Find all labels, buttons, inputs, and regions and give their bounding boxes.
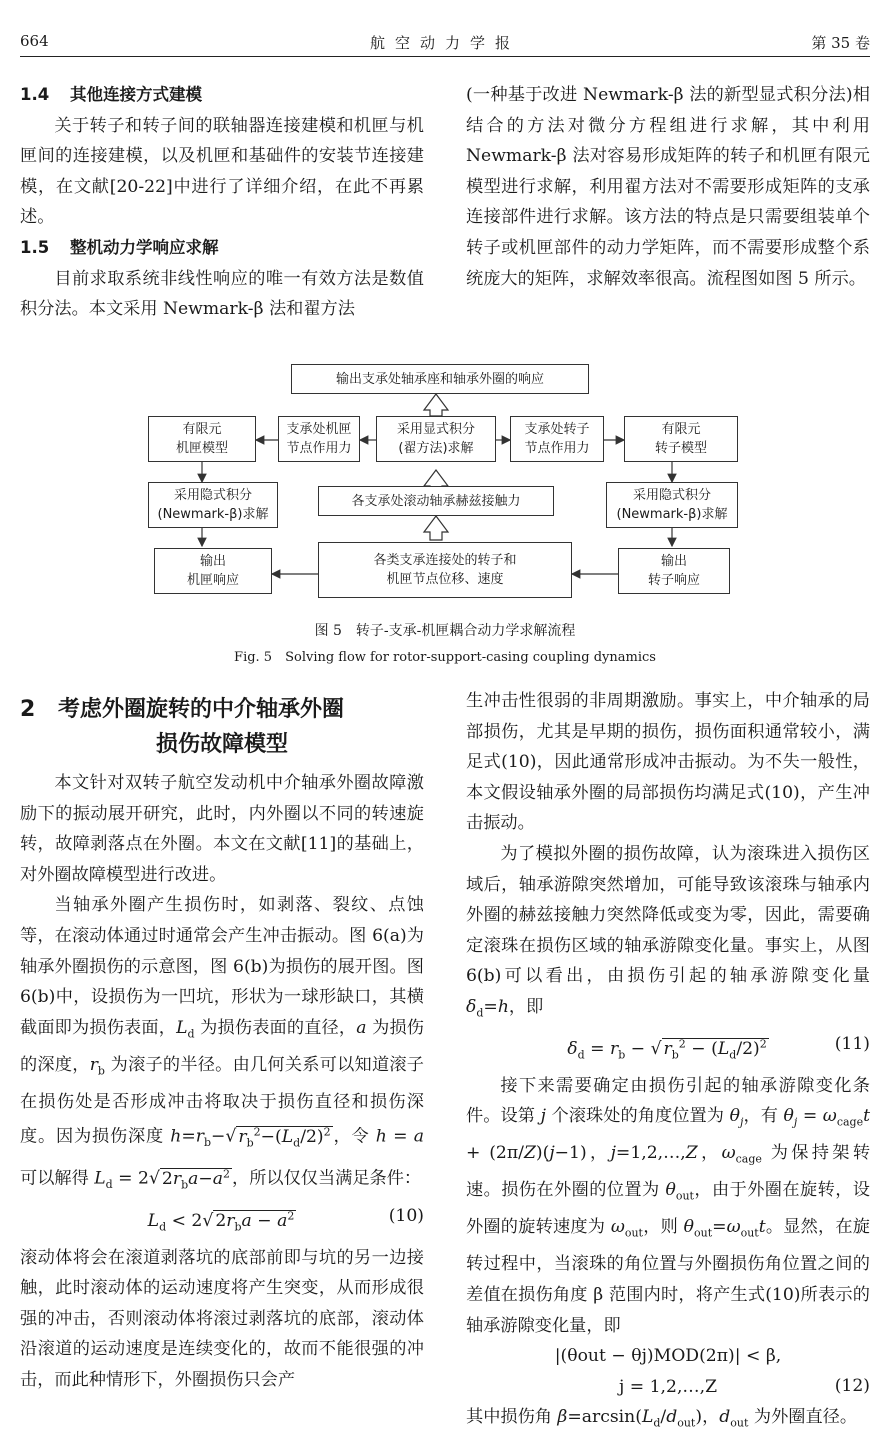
right-paragraph-4: 其中损伤角 $\beta=\arcsin(L_d/d_{out})$，$d_{out}$ 为外圈直径。: [466, 1407, 858, 1430]
right-paragraph-3: 接下来需要确定由损伤引起的轴承游隙变化条件。设第 j 个滚珠处的角度位置为 $\theta_j$，有 $\theta_j = \omega_{cage}t + (2\pi/Z)(j-1)$，j=1,2,…,Z，$\omega_{cage}$ 为保持架转速。损伤在外圈的位置为 $\theta_{out}$，由于外圈在旋转，设外圈的旋转速度为 $\omega_{out}$，则 $\theta_{out}=\omega_{out}t$。显然，在旋转过程中，当滚珠的角位置与外圈损伤角位置之间的差值在损伤角度 β 范围内时，将产生式(10)所表示的轴承游隙变化量，即: [466, 1075, 871, 1336]
box-fe-rotor: 有限元 转子模型: [624, 416, 738, 462]
section-1-5-heading: 1.5 整机动力学响应求解: [20, 237, 219, 257]
section-2-paragraph-1: 本文针对双转子航空发动机中介轴承外圈故障激励下的振动展开研究，此时，内外圈以不同的转速旋转，故障剥落点在外圈。本文在文献[11]的基础上，对外圈故障模型进行改进。: [20, 773, 424, 885]
box-output-casing: 输出 机匣响应: [154, 548, 272, 594]
section-1-5-paragraph: 目前求取系统非线性响应的唯一有效方法是数值积分法。本文采用 Newmark-β 法和翟方法: [20, 268, 424, 320]
box-rotor-force: 支承处转子 节点作用力: [510, 416, 604, 462]
right-paragraph-2: 为了模拟外圈的损伤故障，认为滚珠进入损伤区域后，轴承游隙突然增加，可能导致该滚珠与轴承内外圈的赫兹接触力突然降低或变为零，因此，需要确定滚珠在损伤区域的轴承游隙变化量。事实上，从图 6(b)可以看出，由损伤引起的轴承游隙变化量 $\delta_d=h$，即: [466, 843, 870, 1020]
section-2-paragraph-3: 滚动体将会在滚道剥落坑的底部前即与坑的另一边接触，此时滚动体的运动速度将产生突变，从而形成很强的冲击，否则滚动体将滚过剥落坑的底部，滚动体沿滚道的运动速度是连续变化的，故而不能很强的冲击，而此种情形下，外圈损伤只会产: [20, 1247, 424, 1391]
left-column-bottom: [20, 686, 424, 1396]
box-implicit-left: 采用隐式积分 (Newmark-β)求解: [148, 482, 278, 528]
running-header: [20, 30, 870, 57]
right-paragraph-1: 生冲击性很弱的非周期激励。事实上，中介轴承的局部损伤，尤其是早期的损伤，损伤面积通常较小，满足式(10)，因此通常形成冲击振动。为不失一般性，本文假设轴承外圈的局部损伤均满足式(10)，产生冲击振动。: [466, 691, 870, 834]
volume-label: 第 35 卷: [811, 34, 870, 52]
figure-caption-cn: 图 5 转子-支承-机匣耦合动力学求解流程: [314, 623, 576, 639]
section-1-4-heading: 1.4 其他连接方式建模: [20, 85, 202, 104]
box-explicit: 采用显式积分 (翟方法)求解: [376, 416, 496, 462]
page-number: 664: [20, 32, 49, 50]
figure-caption-en: Fig. 5 Solving flow for rotor-support-casing coupling dynamics: [234, 650, 656, 665]
box-node-displacement: 各类支承连接处的转子和 机匣节点位移、速度: [318, 542, 572, 598]
box-output-rotor: 输出 转子响应: [618, 548, 730, 594]
journal-title: 航空动力学报: [369, 34, 520, 52]
box-fe-casing: 有限元 机匣模型: [148, 416, 256, 462]
equation-10: $L_d < 2√$ $2r_ba - a^2$ (10): [147, 1205, 424, 1234]
right-column-bottom: [466, 686, 870, 1439]
box-implicit-right: 采用隐式积分 (Newmark-β)求解: [606, 482, 738, 528]
section-2-heading: 2 考虑外圈旋转的中介轴承外圈 损伤故障模型: [20, 697, 345, 757]
equation-11: $\delta_d = r_b$ − √ $r_b^2 - (L_d/2)^2$ (11): [567, 1033, 870, 1062]
section-1-4-paragraph: 关于转子和转子间的联轴器连接建模和机匣与机匣间的连接建模，以及机匣和基础件的安装节连接建模，在文献[20-22]中进行了详细介绍，在此不再累述。: [20, 115, 424, 228]
box-casing-force: 支承处机匣 节点作用力: [278, 416, 360, 462]
box-hertz: 各支承处滚动轴承赫兹接触力: [318, 486, 554, 516]
box-output-top: 输出支承处轴承座和轴承外圈的响应: [291, 364, 589, 394]
solver-paragraph: (一种基于改进 Newmark-β 法的新型显式积分法)相结合的方法对微分方程组进行求解，其中利用 Newmark-β 法对容易形成矩阵的转子和机匣有限元模型进行求解，利用翟方法对不需要形成矩阵的支承连接部件进行求解。该方法的特点是只需要组装单个转子或机匣部件的动力学矩阵，而不需要形成整个系统庞大的矩阵，求解效率很高。流程图如图 5 所示。: [466, 85, 870, 289]
left-column-top: [20, 80, 424, 325]
figure-5-flowchart: [148, 362, 742, 602]
right-column-top: [466, 80, 870, 294]
equation-12: |(θout − θj)MOD(2π)| < β, j = 1,2,…,Z (12): [554, 1346, 870, 1397]
section-2-paragraph-2: 当轴承外圈产生损伤时，如剥落、裂纹、点蚀等，在滚动体通过时通常会产生冲击振动。图 6(a)为轴承外圈损伤的示意图，图 6(b)为损伤的展开图。图 6(b)中，设损伤为一凹坑，形状为一球形缺口，其横截面即为损伤表面，$L_d$ 为损伤表面的直径，a 为损伤的深度，$r_b$ 为滚子的半径。由几何关系可以知道滚子在损伤处是否形成冲击将取决于损伤直径和损伤深度。因为损伤深度 $h=r_b-√$ $r_b^2-(L_d/2)^2$ ，令 h = a 可以解得 $L_d = 2√$ $2r_ba-a^2$ ，所以仅仅当满足条件：: [20, 895, 424, 1192]
